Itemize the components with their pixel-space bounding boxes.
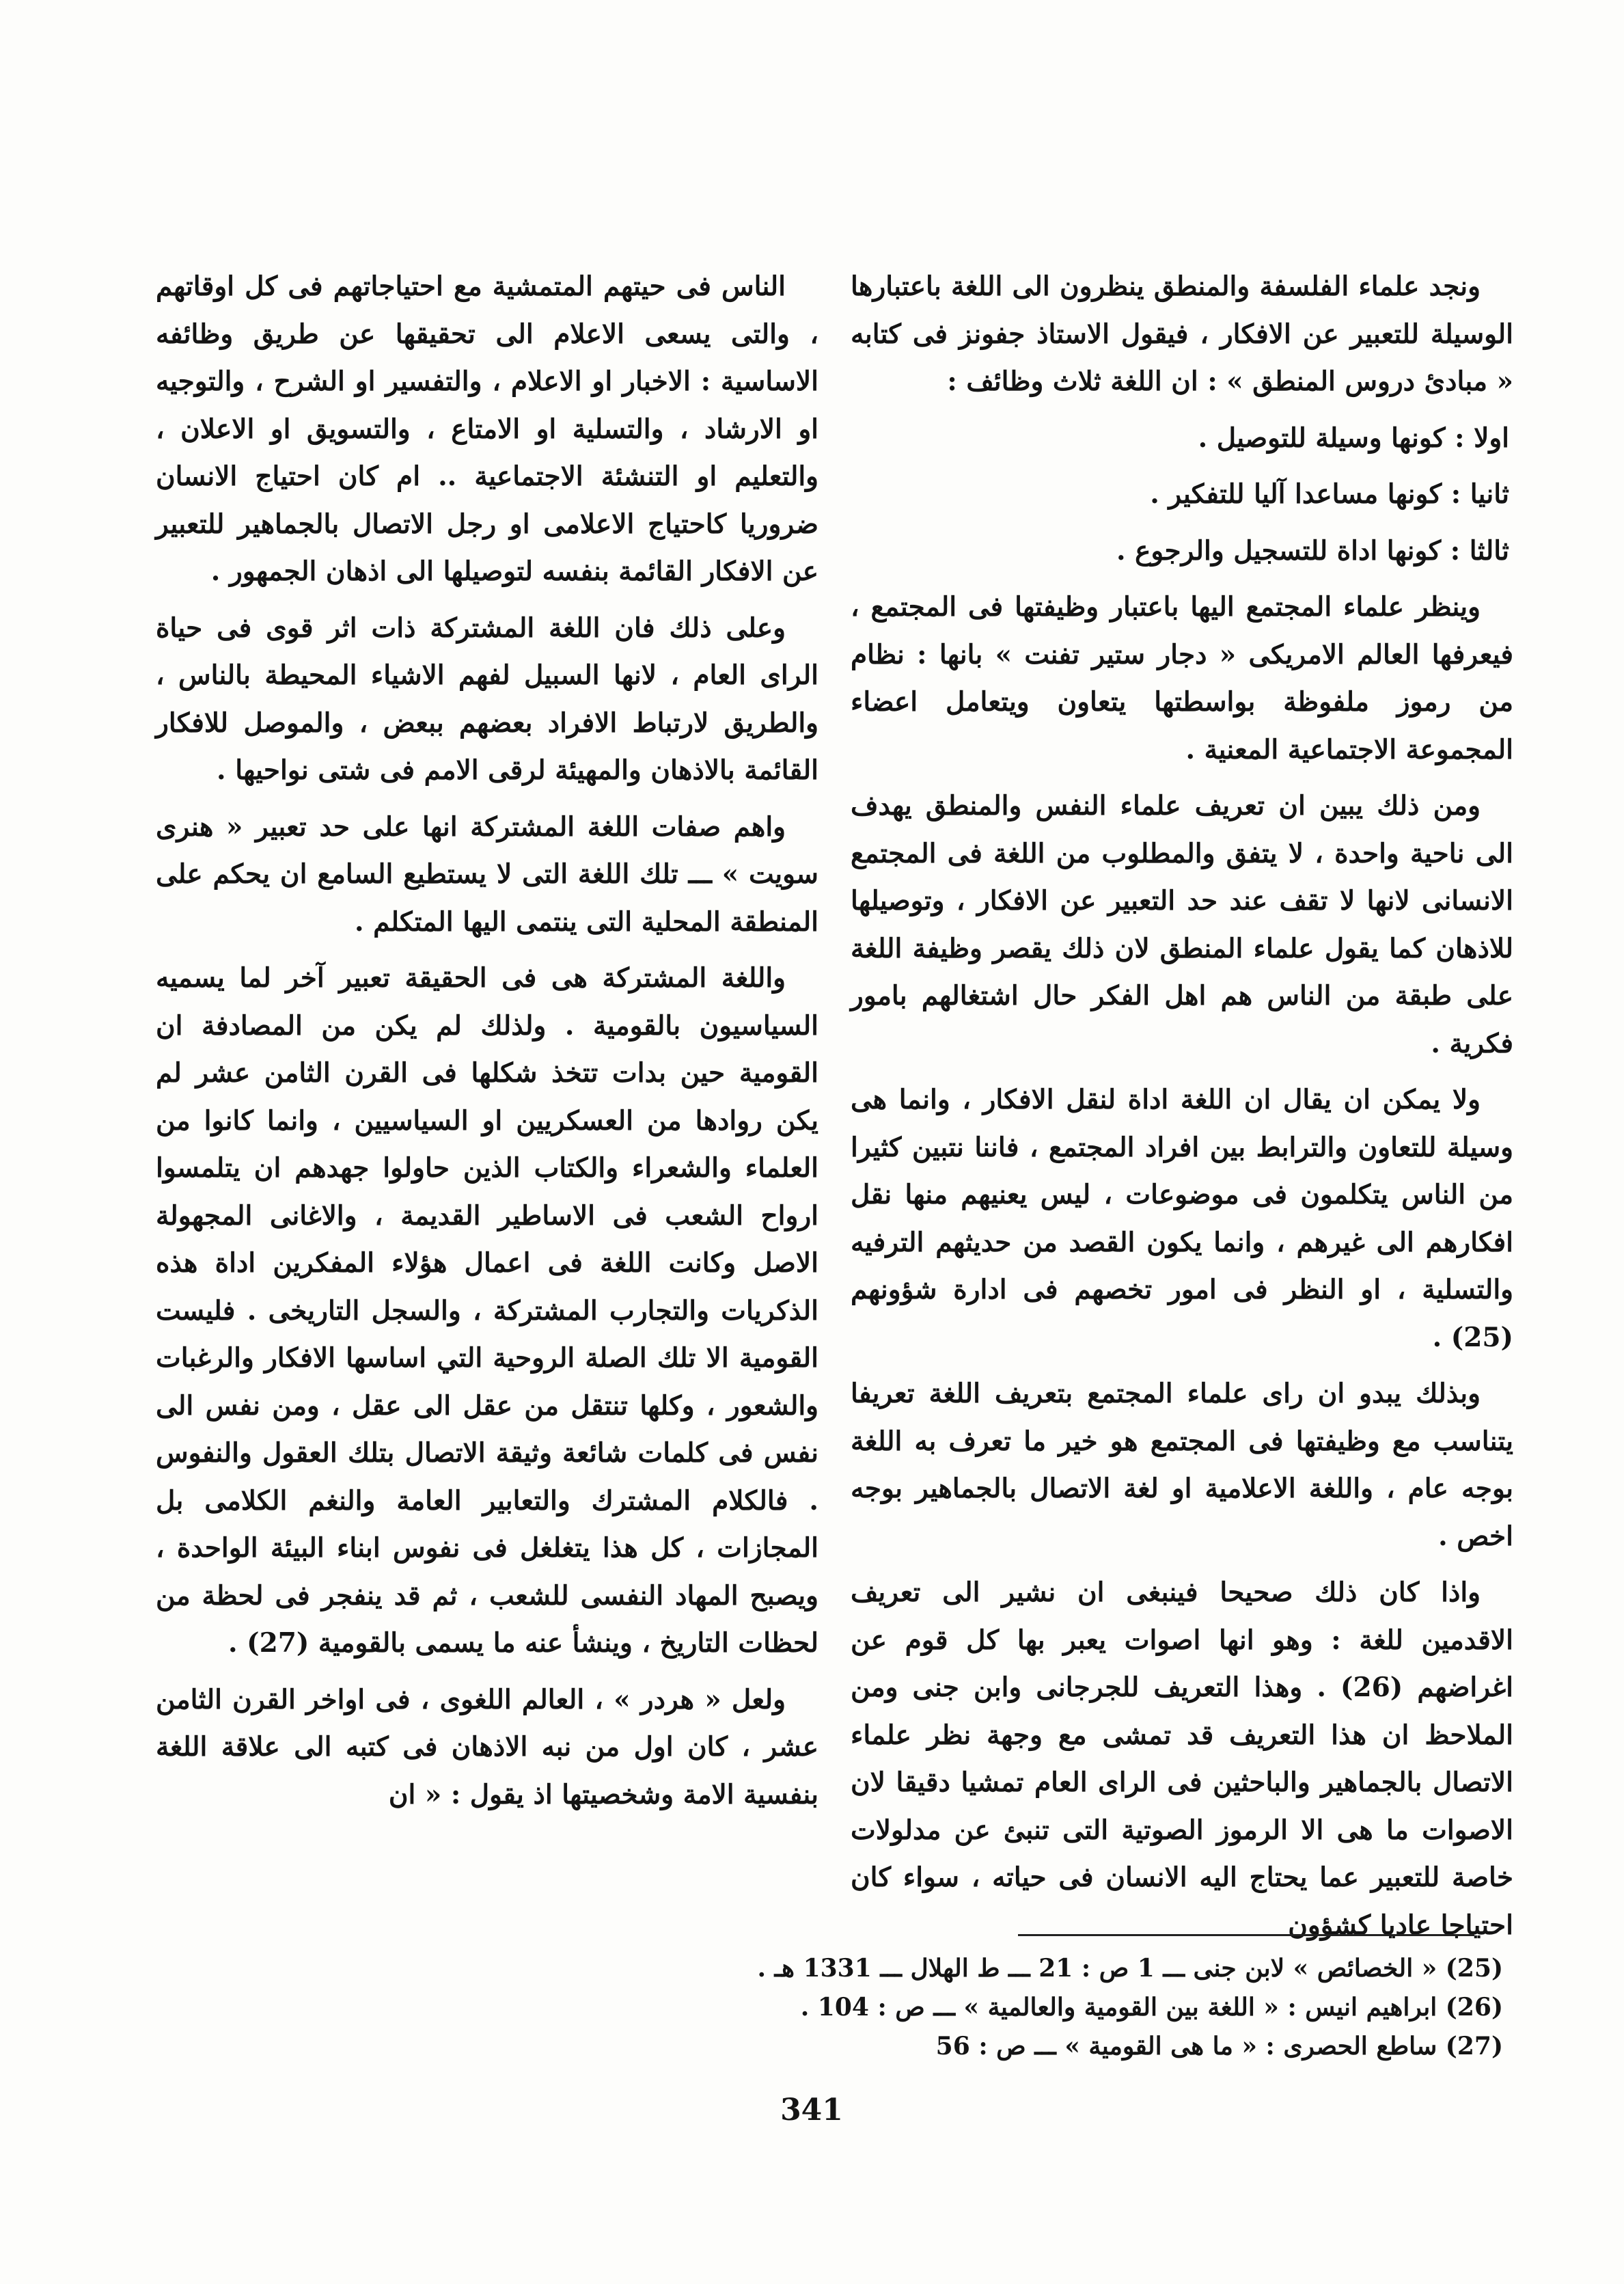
paragraph-sociological-view: وبذلك يبدو ان راى علماء المجتمع بتعريف اللغة تعريفا يتناسب مع وظيفتها فى المجتمع هو خير ما تعرف به اللغة بوجه عام ، واللغة الاعلامية او لغة الاتصال بالجماهير بوجه اخص . [851, 1378, 1513, 1552]
footnote-26: (26) ابراهيم انيس : « اللغة بين القومية والعالمية » ـــ ص : 104 . [800, 1993, 1503, 2022]
paragraph-common-language-influence: وعلى ذلك فان اللغة المشتركة ذات اثر قوى فى حياة الراى العام ، لانها السبيل لفهم الاشياء المحيطة بالناس ، والطريق لارتباط الافراد بعضهم ببعض ، والموصل للافكار القائمة بالاذهان والمهيئة لرقى الامم فى شتى نواحيها . [156, 612, 818, 786]
page-number: 341 [780, 2093, 843, 2127]
list-item-second-function: ثانيا : كونها مساعدا آليا للتفكير . [1150, 478, 1509, 510]
paragraph-jevons-intro: ونجد علماء الفلسفة والمنطق ينظرون الى اللغة باعتبارها الوسيلة للتعبير عن الافكار ، فيقول الاستاذ جفونز فى كتابه « مبادئ دروس المنطق » : ان اللغة ثلاث وظائف : [851, 271, 1513, 397]
paragraph-henry-sweet: واهم صفات اللغة المشتركة انها على حد تعبير « هنرى سويت » ـــ تلك اللغة التى لا يستطيع السامع ان يحكم على المنطقة المحلية التى ينتمى اليها المتكلم . [156, 811, 818, 938]
paragraph-sociologists-definition: وينظر علماء المجتمع اليها باعتبار وظيفتها فى المجتمع ، فيعرفها العالم الامريكى « دجار ستير تفنت » بانها : نظام من رموز ملفوظة بواسطتها يتعاون ويتعامل اعضاء المجموعة الاجتماعية المعنية . [851, 591, 1513, 765]
paragraph-herder: ولعل « هردر » ، العالم اللغوى ، فى اواخر القرن الثامن عشر ، كان اول من نبه الاذهان فى كتبه الى علاقة اللغة بنفسية الامة وشخصيتها اذ يقول : « ان [156, 1683, 818, 1810]
footnote-25: (25) « الخصائص » لابن جنى ـــ 1 ص : 21 ـــ ط الهلال ـــ 1331 هـ . [757, 1954, 1503, 1983]
paragraph-language-cooperation: ولا يمكن ان يقال ان اللغة اداة لنقل الافكار ، وانما هى وسيلة للتعاون والترابط بين افراد المجتمع ، فاننا نتبين كثيرا من الناس يتكلمون فى موضوعات ، ليس يعنيهم منها نقل افكارهم الى غيرهم ، وانما يكون القصد من حديثهم الترفيه والتسلية ، او النظر فى امور تخصهم فى ادارة شؤونهم (25) . [851, 1084, 1513, 1353]
list-item-first-function: اولا : كونها وسيلة للتوصيل . [1198, 422, 1509, 454]
footnote-27: (27) ساطع الحصرى : « ما هى القومية » ـــ ص : 56 [935, 2032, 1503, 2061]
paragraph-nationalism: واللغة المشتركة هى فى الحقيقة تعبير آخر لما يسميه السياسيون بالقومية . ولذلك لم يكن من المصادفة ان القومية حين بدات تتخذ شكلها فى القرن الثامن عشر لم يكن روادها من العسكريين او السياسيين ، وانما كانوا من العلماء والشعراء والكتاب الذين حاولوا جهدهم ان يتلمسوا ارواح الشعب فى الاساطير القديمة ، والاغانى المجهولة الاصل وكانت اللغة فى اعمال هؤلاء المفكرين اداة هذه الذكريات والتجارب المشتركة ، والسجل التاريخى . فليست القومية الا تلك الصلة الروحية التي اساسها الافكار والرغبات والشعور ، وكلها تنتقل من عقل الى عقل ، ومن نفس الى نفس فى كلمات شائعة وثيقة الاتصال بتلك العقول والنفوس . فالكلام المشترك والتعابير العامة والنغم الكلامى بل المجازات ، كل هذا يتغلغل فى نفوس ابناء البيئة الواحدة ، ويصبح المهاد النفسى للشعب ، ثم قد ينفجر فى لحظة من لحظات التاريخ ، وينشأ عنه ما يسمى بالقومية (27) . [156, 962, 818, 1659]
right-text-column [851, 263, 1513, 1941]
footnote-divider [1018, 1934, 1474, 1936]
paragraph-media-functions: الناس فى حيتهم المتمشية مع احتياجاتهم فى كل اوقاتهم ، والتى يسعى الاعلام الى تحقيقها عن طريق وظائفه الاساسية : الاخبار او الاعلام ، والتفسير او الشرح ، والتوجيه او الارشاد ، والتسلية او الامتاع ، والتسويق او الاعلان ، والتعليم او التنشئة الاجتماعية .. ام كان احتياج الانسان ضروريا كاحتياج الاعلامى او رجل الاتصال بالجماهير للتعبير عن الافكار القائمة بنفسه لتوصيلها الى اذهان الجمهور . [156, 271, 818, 587]
paragraph-ancients-definition: واذا كان ذلك صحيحا فينبغى ان نشير الى تعريف الاقدمين للغة : وهو انها اصوات يعبر بها كل قوم عن اغراضهم (26) . وهذا التعريف للجرجانى وابن جنى ومن الملاحظ ان هذا التعريف قد تمشى مع وجهة نظر علماء الاتصال بالجماهير والباحثين فى الراى العام تمشيا دقيقا لان الاصوات ما هى الا الرموز الصوتية التى تنبئ عن مدلولات خاصة للتعبير عما يحتاج اليه الانسان فى حياته ، سواء كان احتياجا عاديا كشؤون [851, 1577, 1513, 1941]
footnotes [205, 1949, 1503, 2066]
paragraph-psychology-logic-critique: ومن ذلك يبين ان تعريف علماء النفس والمنطق يهدف الى ناحية واحدة ، لا يتفق والمطلوب من اللغة فى المجتمع الانسانى لانها لا تقف عند حد التعبير عن الافكار ، وتوصيلها للاذهان كما يقول علماء المنطق لان ذلك يقصر وظيفة اللغة على طبقة من الناس هم اهل الفكر حال اشتغالهم بامور فكرية . [851, 790, 1513, 1059]
list-item-third-function: ثالثا : كونها اداة للتسجيل والرجوع . [1116, 534, 1509, 567]
left-text-column [156, 263, 818, 1900]
